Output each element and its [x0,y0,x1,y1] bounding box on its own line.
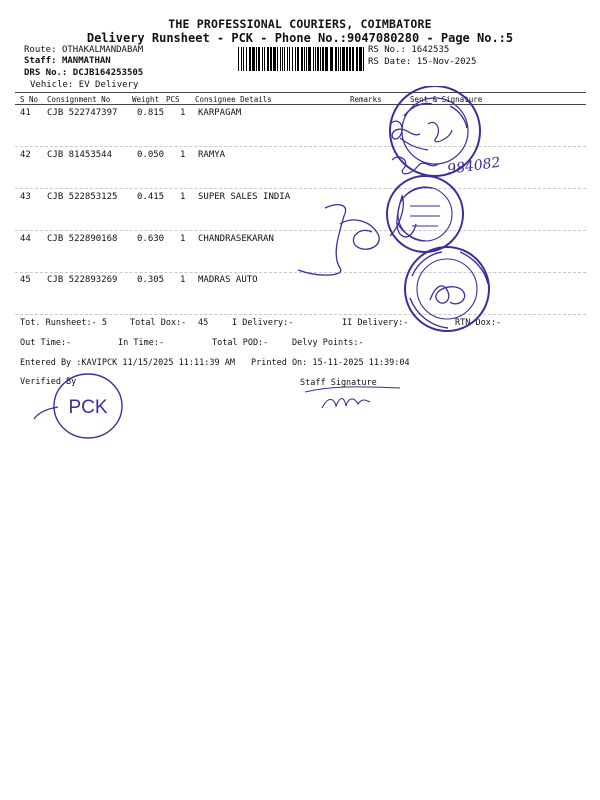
barcode-bar [340,47,341,71]
barcode-bar [306,47,307,71]
drs-value: DCJB164253505 [72,68,144,78]
barcode-bar [335,47,337,71]
i-delivery: I Delivery:- [232,318,294,328]
barcode-bar [313,47,314,71]
signature-row41 [390,121,420,139]
row-sno: 41 [20,108,31,118]
rs-no-line [368,45,449,55]
staff-signature-scribble [300,382,410,416]
drs-label: DRS No.: [24,68,68,78]
route-line [24,45,143,55]
barcode-bar [282,47,283,71]
barcode-bar [359,47,362,71]
delvy-points: Delvy Points:- [292,338,364,348]
row-consignment: CJB 81453544 [47,150,113,160]
barcode-bar [258,47,260,71]
drs-line [24,68,143,78]
barcode-bar [241,47,242,71]
pck-stamp-label: PCK [68,397,108,418]
printed-on: Printed On: 15-11-2025 11:39:04 [251,358,410,368]
row-sno: 42 [20,150,31,160]
vehicle-label: Vehicle: [30,80,74,90]
barcode-bar [249,47,251,71]
row-consignment: CJB 522893269 [47,275,118,285]
col-remarks: Remarks [350,95,382,104]
barcode-bar [270,47,272,71]
total-runsheet: Tot. Runsheet:- 5 [20,318,107,328]
row-weight: 0.305 [137,275,165,285]
barcode-bar [342,47,345,71]
barcode-bar [330,47,333,71]
row-pcs: 1 [180,234,186,244]
barcode-bar [262,47,263,71]
staff-signature-label: Staff Signature [300,378,377,388]
vehicle-line [30,80,138,90]
total-dox-value: 45 [198,318,209,328]
rs-no-value: 1642535 [411,45,450,55]
row-weight: 0.815 [137,108,165,118]
row-consignment: CJB 522890168 [47,234,118,244]
total-pod: Total POD:- [212,338,269,348]
barcode-bar [264,47,265,71]
barcode-bar [238,47,239,71]
staff-label: Staff: [24,56,57,66]
row-weight: 0.050 [137,150,165,160]
barcode-bar [349,47,351,71]
row-sno: 43 [20,192,31,202]
rs-date-value: 15-Nov-2025 [416,57,477,67]
barcode-bar [304,47,305,71]
row-sno: 45 [20,275,31,285]
pck-stamp [28,373,138,443]
row-sno: 44 [20,234,31,244]
barcode-bar [277,47,278,71]
barcode-bar [317,47,319,71]
col-consignment: Consignment No [47,95,111,104]
signature-stamp-cluster [280,86,510,334]
rs-date-line [368,57,476,67]
barcode-bar [352,47,354,71]
barcode-bar [284,47,285,71]
barcode-bar [289,47,290,71]
round-stamp-2 [387,176,463,252]
route-value: OTHAKALMANDABAM [61,45,144,55]
row-consignee: KARPAGAM [198,108,242,118]
barcode-bar [297,47,299,71]
row-pcs: 1 [180,108,186,118]
barcode-bar [322,47,324,71]
row-weight: 0.415 [137,192,165,202]
col-pcs: PCS [166,95,180,104]
runsheet-subtitle: Delivery Runsheet - PCK - Phone No.:9047080280 - Page No.:5 [86,31,514,45]
barcode-bar [287,47,288,71]
row-consignment: CJB 522853125 [47,192,118,202]
barcode-bar [246,47,247,71]
barcode-bar [346,47,348,71]
signature-row45 [430,286,465,304]
barcode-bar [280,47,281,71]
rs-no-label: RS No.: [368,45,406,55]
row-consignee: CHANDRASEKARAN [198,234,274,244]
out-time: Out Time:- [20,338,72,348]
row-pcs: 1 [180,150,186,160]
handwritten-phone-note: 984082 [446,154,502,178]
barcode-bar [325,47,328,71]
barcode-bar [308,47,311,71]
barcode-bar [273,47,276,71]
col-sno: S No [20,95,39,104]
barcode-bar [252,47,255,71]
in-time: In Time:- [118,338,165,348]
row-pcs: 1 [180,275,186,285]
barcode-bar [320,47,321,71]
signature-row44 [298,205,379,275]
entered-by: Entered By :KAVIPCK 11/15/2025 11:11:39 AM [20,358,235,368]
row-consignee: MADRAS AUTO [198,275,258,285]
barcode [238,47,364,71]
col-consignee: Consignee Details [195,95,272,104]
barcode-bar [301,47,303,71]
rs-date-label: RS Date: [368,57,412,67]
col-signature: Sent & Signature [410,95,483,104]
barcode-bar [292,47,293,71]
ii-delivery: II Delivery:- [342,318,409,328]
row-pcs: 1 [180,192,186,202]
barcode-bar [356,47,358,71]
verified-by: Verified By [20,377,77,387]
barcode-bar [363,47,364,71]
barcode-bar [315,47,316,71]
row-weight: 0.630 [137,234,165,244]
rtn-dox: RTN Dox:- [455,318,502,328]
row-consignee: SUPER SALES INDIA [198,192,291,202]
barcode-bar [256,47,257,71]
vehicle-value: EV Delivery [78,80,139,90]
route-label: Route: [24,45,57,55]
barcode-bar [338,47,339,71]
barcode-bar [295,47,296,71]
col-weight: Weight [132,95,160,104]
staff-value: MANMATHAN [61,56,111,66]
staff-line [24,56,111,66]
barcode-bar [243,47,244,71]
total-dox-label: Total Dox:- [130,318,187,328]
row-consignee: RAMYA [198,150,226,160]
barcode-bar [267,47,269,71]
row-consignment: CJB 522747397 [47,108,118,118]
company-title: THE PROFESSIONAL COURIERS, COIMBATORE [168,17,432,31]
